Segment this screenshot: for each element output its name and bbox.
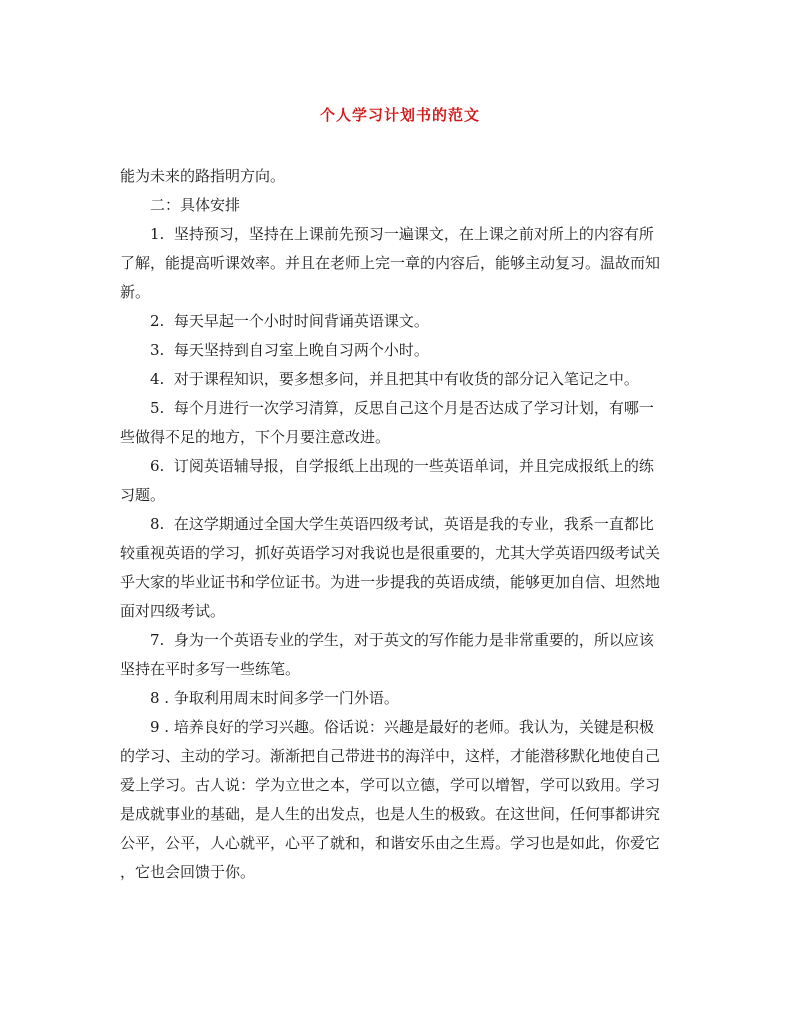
text-line: 7. 身为一个英语专业的学生，对于英文的写作能力是非常重要的，所以应该 [150, 631, 654, 649]
text-line: 的学习、主动的学习。渐渐把自己带进书的海洋中，这样，才能潜移默化地使自己 [120, 747, 661, 765]
text-line: 习题。 [120, 486, 166, 504]
document-body [120, 162, 688, 887]
text-line: 8 . 争取利用周末时间多学一门外语。 [150, 689, 399, 707]
text-line: 二：具体安排 [150, 196, 241, 214]
text-line: 坚持在平时多写一些练笔。 [120, 660, 301, 678]
document-title: 个人学习计划书的范文 [319, 106, 480, 124]
text-line: 新。 [120, 283, 151, 301]
text-line: 6. 订阅英语辅导报，自学报纸上出现的一些英语单词，并且完成报纸上的练 [150, 457, 654, 475]
text-line: 些做得不足的地方，下个月要注意改进。 [120, 428, 391, 446]
text-line: 8. 在这学期通过全国大学生英语四级考试，英语是我的专业，我系一直都比 [150, 515, 654, 533]
text-line: 1. 坚持预习，坚持在上课前先预习一遍课文，在上课之前对所上的内容有所 [150, 225, 654, 243]
text-line: 能为未来的路指明方向。 [120, 167, 286, 185]
text-line: 公平，公平，人心就平，心平了就和，和谐安乐由之生焉。学习也是如此，你爱它 [120, 834, 661, 852]
text-line: 面对四级考试。 [120, 602, 226, 620]
text-line: 9 . 培养良好的学习兴趣。俗话说：兴趣是最好的老师。我认为，关键是积极 [150, 718, 654, 736]
text-line: 是成就事业的基础，是人生的出发点，也是人生的极致。在这世间，任何事都讲究 [120, 805, 661, 823]
text-line: 5. 每个月进行一次学习清算，反思自己这个月是否达成了学习计划，有哪一 [150, 399, 654, 417]
text-line: 较重视英语的学习，抓好英语学习对我说也是很重要的，尤其大学英语四级考试关 [120, 544, 661, 562]
text-line: 爱上学习。古人说：学为立世之本，学可以立德，学可以增智，学可以致用。学习 [120, 776, 661, 794]
text-line: 2. 每天早起一个小时时间背诵英语课文。 [150, 312, 429, 330]
text-line: 了解，能提高听课效率。并且在老师上完一章的内容后，能够主动复习。温故而知 [120, 254, 661, 272]
text-line: 3. 每天坚持到自习室上晚自习两个小时。 [150, 341, 429, 359]
text-line: ，它也会回馈于你。 [120, 863, 256, 881]
text-line: 乎大家的毕业证书和学位证书。为进一步提我的英语成绩，能够更加自信、坦然地 [120, 573, 661, 591]
text-line: 4. 对于课程知识，要多想多问，并且把其中有收货的部分记入笔记之中。 [150, 370, 639, 388]
